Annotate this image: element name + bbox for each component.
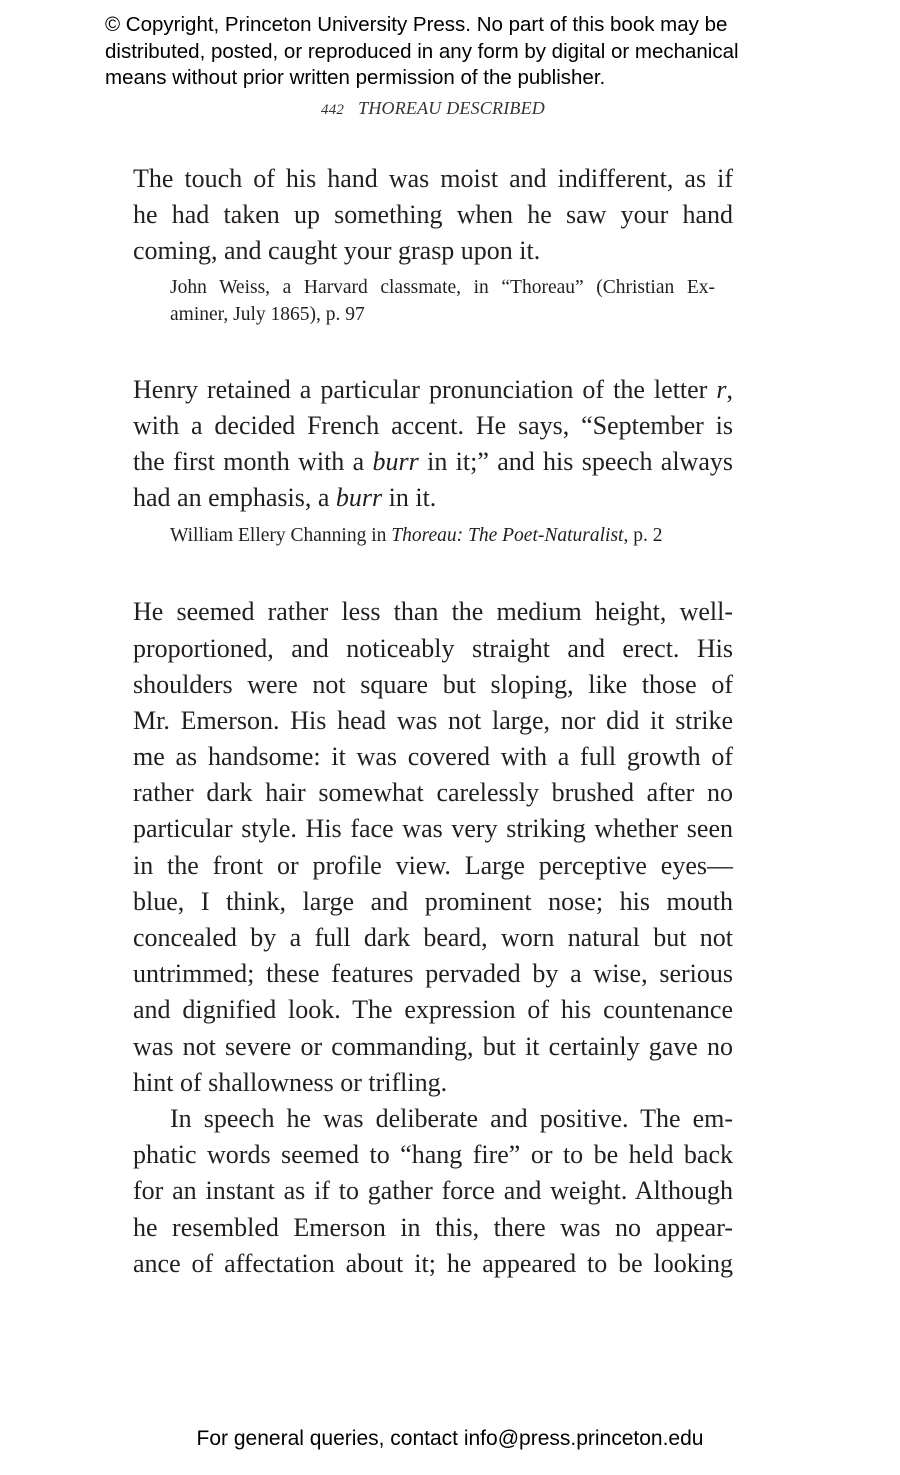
text-line: with a decided French accent. He says, “September is	[133, 410, 733, 440]
book-title: Thoreau: The Poet-Naturalist	[391, 525, 624, 547]
paragraph	[133, 594, 733, 1101]
paragraph	[133, 1101, 733, 1282]
footer-contact: For general queries, contact info@press.princeton.edu	[196, 1427, 704, 1450]
text-line: me as handsome: it was covered with a full growth of	[133, 742, 733, 772]
text-line: untrimmed; these features pervaded by a wise, serious	[133, 959, 733, 989]
quote-description	[133, 594, 733, 1282]
copyright-line: © Copyright, Princeton University Press. No part of this book may be	[105, 13, 728, 36]
text-line: he resembled Emerson in this, there was no appear-	[133, 1212, 733, 1242]
copyright-line: distributed, posted, or reproduced in any form by digital or mechanical	[105, 39, 739, 63]
copyright-line: means without prior written permission of the publisher.	[105, 66, 606, 89]
text-line: the first month with a burr in it;” and his speech always	[133, 446, 733, 476]
text-line: The touch of his hand was moist and indifferent, as if	[133, 164, 733, 193]
italic-word: burr	[372, 446, 419, 476]
page-number: 442	[321, 102, 345, 118]
text-line: proportioned, and noticeably straight and erect. His	[133, 633, 733, 663]
text-line: coming, and caught your grasp upon it.	[133, 236, 541, 266]
text-line: he had taken up something when he saw your hand	[133, 200, 733, 230]
text-line: was not severe or commanding, but it certainly gave no	[133, 1031, 733, 1061]
citation-line: William Ellery Channing in Thoreau: The Poet-Naturalist, p. 2	[170, 525, 663, 547]
page-body	[133, 160, 733, 1282]
text-line: concealed by a full dark beard, worn natural but not	[133, 923, 733, 952]
text-line: particular style. His face was very striking whether seen	[133, 814, 733, 844]
quote-weiss	[133, 161, 733, 328]
citation-weiss	[133, 274, 733, 328]
citation-line: aminer, July 1865), p. 97	[170, 303, 365, 325]
text-line: had an emphasis, a burr in it.	[133, 483, 437, 513]
text-line: and dignified look. The expression of his countenance	[133, 995, 733, 1025]
citation-channing	[133, 522, 733, 549]
text-line: Mr. Emerson. His head was not large, nor did it strike	[133, 705, 733, 735]
text-line: blue, I think, large and prominent nose; his mouth	[133, 886, 733, 916]
text-line: in the front or profile view. Large perceptive eyes—	[133, 850, 733, 880]
quote-channing	[133, 372, 733, 550]
running-head-title: THOREAU DESCRIBED	[358, 98, 545, 118]
running-head	[0, 98, 866, 119]
text-line: hint of shallowness or trifling.	[133, 1067, 448, 1097]
copyright-notice	[105, 12, 825, 92]
text-line: phatic words seemed to “hang fire” or to be held back	[133, 1140, 733, 1170]
text-line: In speech he was deliberate and positive. The em-	[170, 1103, 733, 1133]
text-line: shoulders were not square but sloping, like those of	[133, 669, 733, 699]
text-line: rather dark hair somewhat carelessly brushed after no	[133, 778, 733, 808]
text-line: for an instant as if to gather force and weight. Although	[133, 1176, 733, 1206]
text-line: Henry retained a particular pronunciation of the letter r,	[133, 374, 733, 404]
text-line: ance of affectation about it; he appeared to be looking	[133, 1248, 733, 1278]
italic-word: burr	[335, 483, 383, 513]
italic-letter: r	[716, 374, 727, 404]
text-line: He seemed rather less than the medium height, well-	[133, 597, 733, 627]
citation-line: John Weiss, a Harvard classmate, in “Thoreau” (Christian Ex-	[170, 276, 715, 298]
